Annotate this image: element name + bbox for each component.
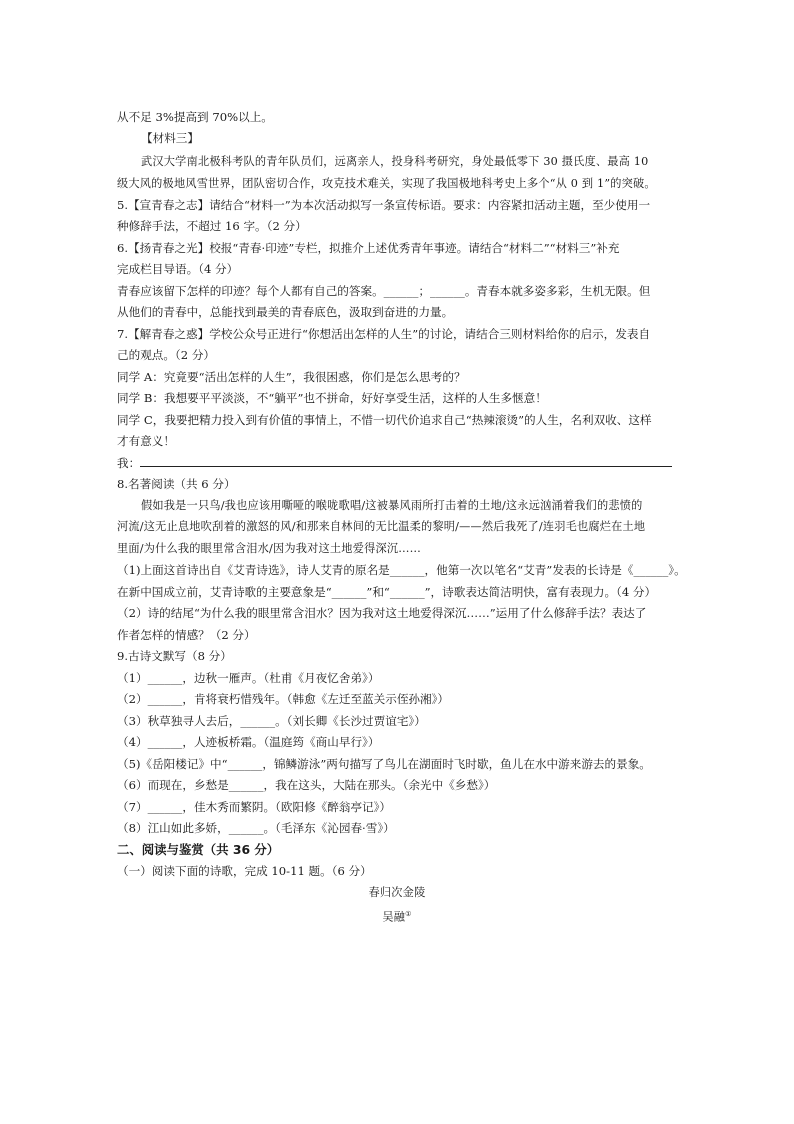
text-line: 级大风的极地风雪世界，团队密切合作，攻克技术难关，实现了我国极地科考史上多个“从 0 到 1”的突破。 [117,177,656,190]
question-5: 5.【宣青春之志】请结合“材料一”为本次活动拟写一条宣传标语。要求：内容紧扣活动主题，至少使用一 [117,198,651,212]
text-line: 青春应该留下怎样的印迹？每个人都有自己的答案。______；______。青春本就多姿多彩，生机无限。但 [117,284,651,298]
question-6: 6.【扬青春之光】校报“青春·印迹”专栏，拟推介上述优秀青年事迹。请结合“材料二”“材料三”补充 [117,241,620,255]
answer-label: 我： [117,456,141,470]
recitation-item: （7）______，佳木秀而繁阴。（欧阳修《醉翁亭记》） [117,800,392,814]
text-line: 作者怎样的情感？（2 分） [117,628,256,642]
student-b: 同学 B：我想要平平淡淡，不“躺平”也不拼命，好好享受生活，这样的人生多惬意！ [117,391,547,405]
text-line: 从他们的青春中，总能找到最美的青春底色，汲取到奋进的力量。 [117,305,454,319]
question-9: 9.古诗文默写（8 分） [117,649,232,663]
poem-author [0,906,794,926]
question-7: 7.【解青春之惑】学校公众号正进行“你想活出怎样的人生”的讨论，请结合三则材料给你的启示，发表自 [117,327,651,341]
answer-line-row [117,455,672,471]
student-c: 同学 C，我要把精力投入到有价值的事情上，不惜一切代价追求自己“热辣滚烫”的人生，名利双收、这样 [117,413,652,427]
poem-line: 里面/为什么我的眼里常含泪水/因为我对这土地爱得深沉…… [117,542,422,555]
recitation-item: （2）______，肯将衰朽惜残年。（韩愈《左迁至蓝关示侄孙湘》） [117,692,449,706]
question-8-2: （2）诗的结尾“为什么我的眼里常含泪水？因为我对这土地爱得深沉……”运用了什么修辞手法？表达了 [117,606,647,620]
text-line: 从不足 3%提高到 70%以上。 [117,110,273,124]
poem-line: 河流/这无止息地吹刮着的激怒的风/和那来自林间的无比温柔的黎明/——然后我死了/连羽毛也腐烂在土地 [117,520,646,533]
text-line: 武汉大学南北极科考队的青年队员们，远离亲人，投身科考研究，身处最低零下 30 摄氏度、最高 10 [141,155,649,168]
recitation-item: （6）而现在，乡愁是______，我在这头，大陆在那头。（余光中《乡愁》） [117,778,496,792]
student-a: 同学 A：究竟要“活出怎样的人生”，我很困惑，你们是怎么思考的？ [117,370,466,384]
recitation-item: （3）秋草独寻人去后，______。（刘长卿《长沙过贾谊宅》） [117,714,426,728]
footnote-marker: ① [405,910,412,918]
recitation-item: （8）江山如此多娇，______。（毛泽东《沁园春·雪》） [117,821,395,835]
text-line: 己的观点。（2 分） [117,348,216,362]
question-8-1: （1)上面这首诗出自《艾青诗选》，诗人艾青的原名是______，他第一次以笔名“艾青”发表的长诗是《______》。 [117,563,686,577]
text-line: 才有意义！ [117,434,175,448]
subsection-instruction: （一）阅读下面的诗歌，完成 10-11 题。（6 分） [117,864,372,878]
text-line: 完成栏目导语。（4 分） [117,262,239,276]
material-three-heading: 【材料三】 [141,131,199,145]
recitation-item: （1）______，边秋一雁声。（杜甫《月夜忆舍弟》） [117,671,380,685]
poem-line: 假如我是一只鸟/我也应该用嘶哑的喉咙歌唱/这被暴风雨所打击着的土地/这永远汹涌着我们的悲愤的 [141,499,643,512]
text-line: 种修辞手法，不超过 16 字。（2 分） [117,219,307,233]
question-8: 8.名著阅读（共 6 分） [117,477,236,491]
recitation-item: （4）______，人迹板桥霜。（温庭筠《商山早行》） [117,735,380,749]
section-heading: 二、阅读与鉴赏（共 36 分） [117,842,280,857]
poem-title: 春归次金陵 [368,886,426,899]
answer-blank-line[interactable] [140,455,672,467]
author-name: 吴融 [382,910,406,924]
text-line: 在新中国成立前，艾青诗歌的主要意象是“______”和“______”，诗歌表达简洁明快，富有表现力。（4 分） [117,585,657,599]
recitation-item: （5)《岳阳楼记》中“______，锦鳞游泳”两句描写了鸟儿在湖面时飞时歇，鱼儿在水中游来游去的景象。 [117,757,651,771]
